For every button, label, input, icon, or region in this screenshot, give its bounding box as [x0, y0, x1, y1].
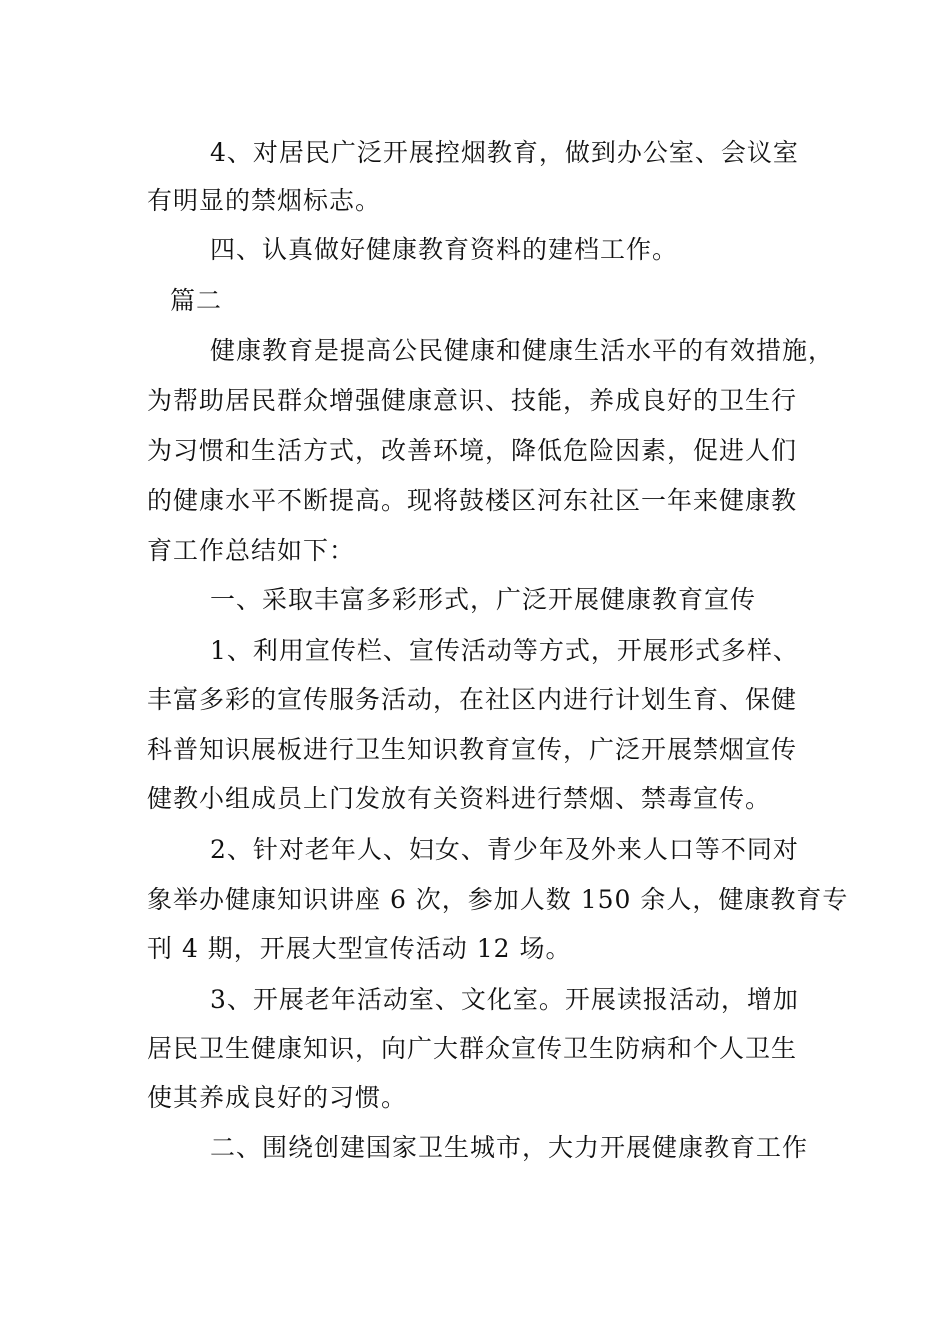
paragraph-item-1-line-2: 丰富多彩的宣传服务活动，在社区内进行计划生育、保健: [147, 685, 798, 714]
paragraph-item-4-line-2: 有明显的禁烟标志。: [147, 186, 382, 215]
paragraph-item-2-line-1: 2、针对老年人、妇女、青少年及外来人口等不同对: [210, 835, 799, 864]
intro-paragraph-line-4: 的健康水平不断提高。现将鼓楼区河东社区一年来健康教: [147, 486, 798, 515]
section-heading-1: 一、采取丰富多彩形式，广泛开展健康教育宣传: [210, 585, 757, 614]
paragraph-item-1-line-3: 科普知识展板进行卫生知识教育宣传，广泛开展禁烟宣传: [147, 735, 798, 764]
paragraph-item-3-line-2: 居民卫生健康知识，向广大群众宣传卫生防病和个人卫生: [147, 1034, 798, 1063]
paragraph-item-2-line-3: 刊 4 期，开展大型宣传活动 12 场。: [147, 934, 572, 963]
intro-paragraph-line-3: 为习惯和生活方式，改善环境，降低危险因素，促进人们: [147, 436, 798, 465]
paragraph-item-2-line-2: 象举办健康知识讲座 6 次，参加人数 150 余人，健康教育专: [147, 885, 849, 914]
intro-paragraph-line-2: 为帮助居民群众增强健康意识、技能，养成良好的卫生行: [147, 386, 798, 415]
intro-paragraph-line-1: 健康教育是提高公民健康和健康生活水平的有效措施，: [210, 336, 835, 365]
paragraph-item-1-line-1: 1、利用宣传栏、宣传活动等方式，开展形式多样、: [210, 636, 799, 665]
paragraph-item-1-line-4: 健教小组成员上门发放有关资料进行禁烟、禁毒宣传。: [147, 784, 772, 813]
paragraph-item-3-line-1: 3、开展老年活动室、文化室。开展读报活动，增加: [210, 985, 799, 1014]
paragraph-item-3-line-3: 使其养成良好的习惯。: [147, 1083, 408, 1112]
section-heading-2: 二、围绕创建国家卫生城市，大力开展健康教育工作: [210, 1133, 809, 1162]
paragraph-item-4-line-1: 4、对居民广泛开展控烟教育，做到办公室、会议室: [210, 138, 799, 167]
section-heading-4: 四、认真做好健康教育资料的建档工作。: [210, 235, 679, 264]
part-heading: 篇二: [170, 286, 223, 315]
intro-paragraph-line-5: 育工作总结如下：: [147, 536, 356, 565]
